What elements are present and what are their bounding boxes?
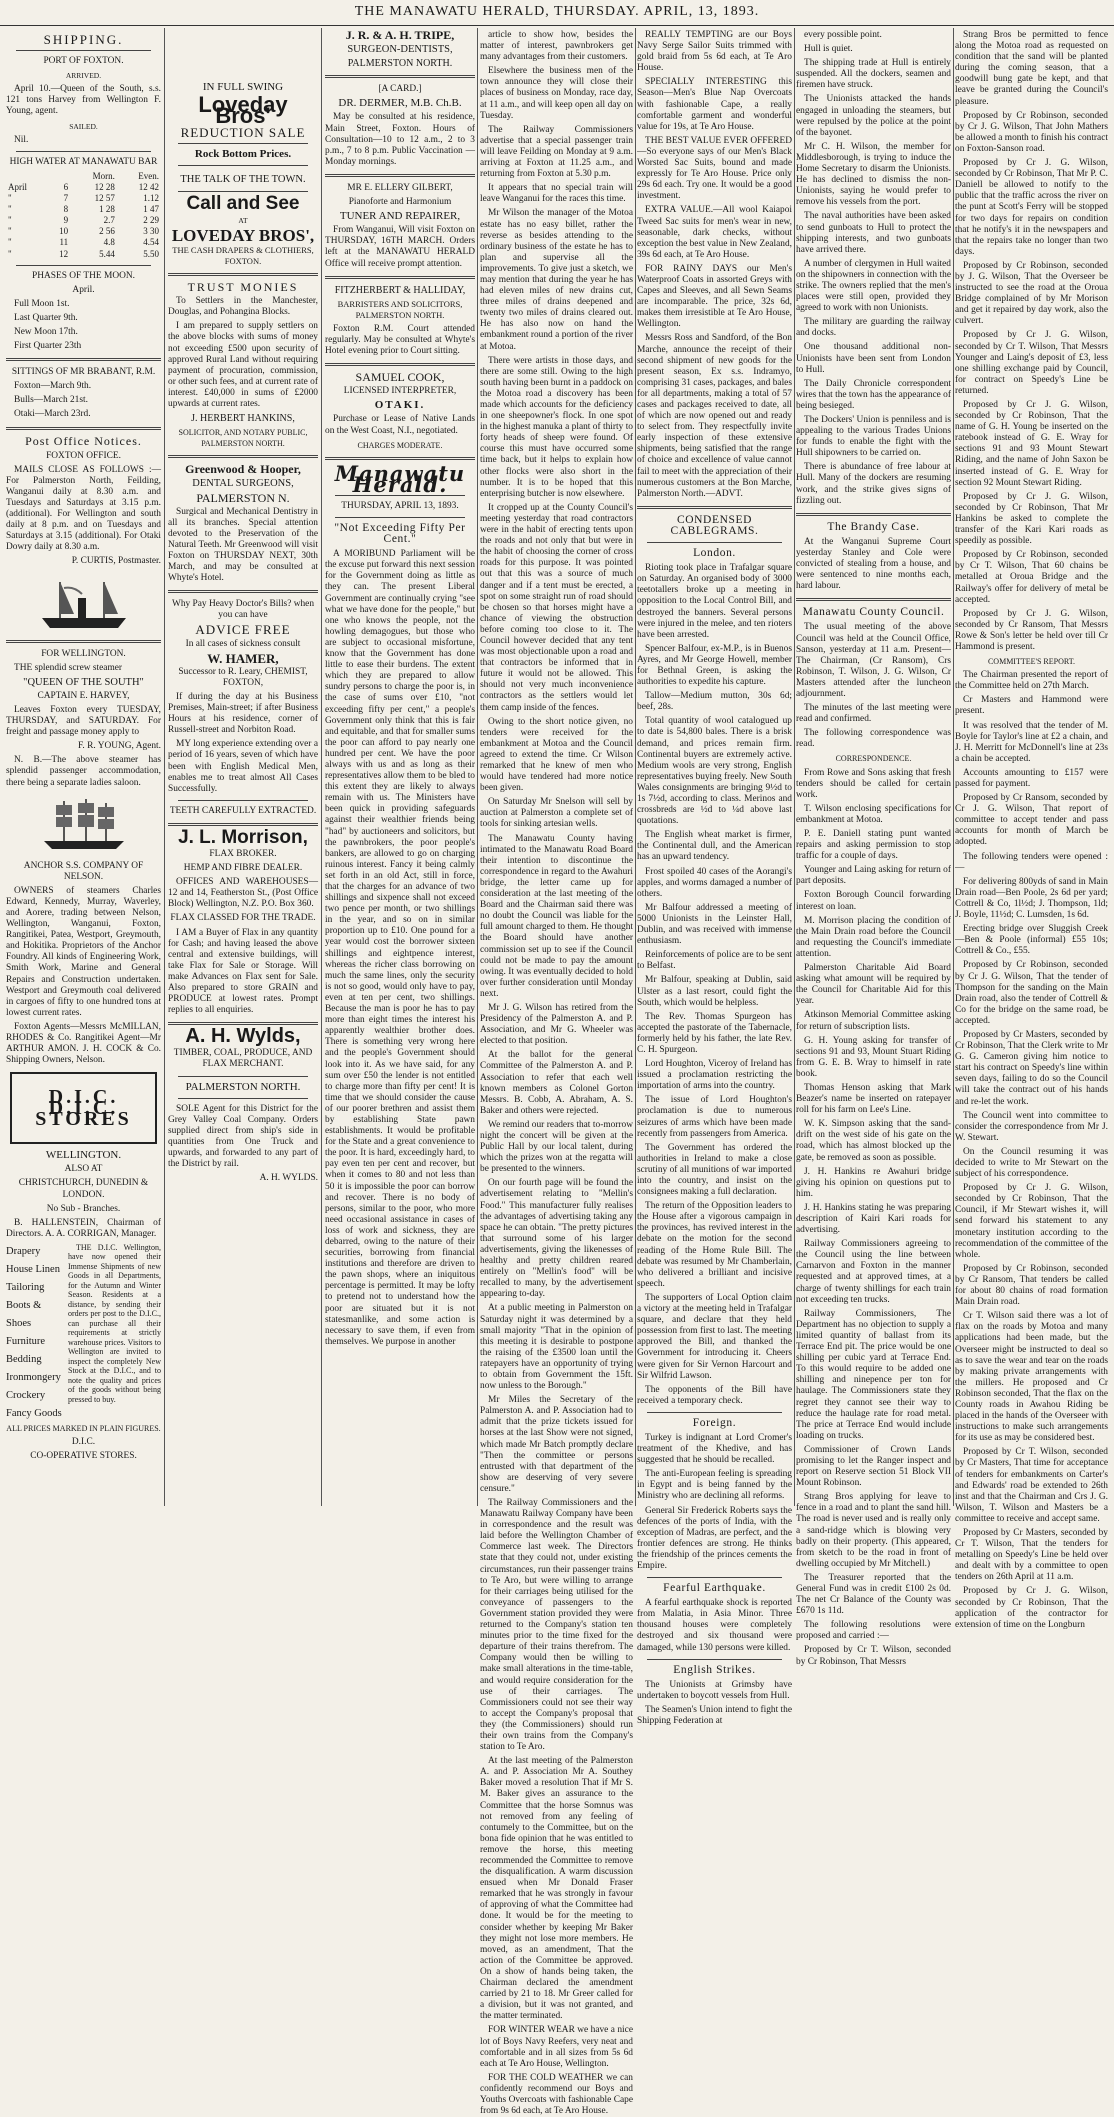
sittings-title: SITTINGS OF MR BRABANT, R.M. xyxy=(11,367,156,378)
resolution-paragraph: Proposed by Cr Robinson, seconded by Cr T. Wilson, That 60 chains be metalled at Oroua Bridge and the Railway's offer for delivery of metal be accepted. xyxy=(955,550,1108,605)
news-paragraph: The Manawatu County having intimated to the Manawatu Road Board their intention to discontinue the correspondence in regard to the Awahuri bridge, the letter came up for consideration at the last meeting of the Board and the Chairman said there was no doubt the Council was liable for the full amount charged to them. He thought the Board should have another commission set up to see if the Council could not be made to pay the amount owing. It was eventually decided to hold over further consideration until Monday next. xyxy=(480,833,633,999)
strikes-heading: English Strikes. xyxy=(673,1663,756,1676)
wylds-sign: A. H. WYLDS. xyxy=(259,1173,318,1184)
column-advertisements xyxy=(168,30,318,1506)
wylds: A. H. Wylds, xyxy=(185,1025,301,1048)
column-county-council xyxy=(796,30,951,1667)
column-rule xyxy=(953,28,954,1506)
dermer: DR. DERMER, M.B. Ch.B. xyxy=(338,97,462,110)
hankins-sub: SOLICITOR, AND NOTARY PUBLIC, PALMERSTON NORTH. xyxy=(178,428,308,449)
tide-row: " 12 5.44 5.50 xyxy=(8,248,159,259)
strike-paragraph: A number of clergymen in Hull waited on the shipowners in connection with the strike. The owners replied that the men's places were still open, provided they agreed to work with non Unionists. xyxy=(796,258,951,314)
dic-dept: Fancy Goods xyxy=(6,1407,62,1419)
dic-departments xyxy=(6,1243,64,1423)
ad-paragraph: SPECIALLY INTERESTING this Season—Men's Blue Nap Overcoats with fashionable Cape, a really comfortable garment and wonderful value for 19s, at Te Aro House. xyxy=(637,77,792,132)
dic-footer2: D.I.C. xyxy=(71,1437,96,1448)
dic-dept: Tailoring xyxy=(6,1281,45,1293)
column-rule xyxy=(635,28,636,1506)
dic-footer: ALL PRICES MARKED IN PLAIN FIGURES. xyxy=(6,1423,161,1433)
news-paragraph: It cropped up at the County Council's meeting yesterday that road contractors were in the habit of erecting tents upon the roads and not only that but were in the habit of choosing the corner of cross roads for this purpose. It was pointed out that this was a source of much danger and if a tent must be erected, a spot on some straight run of road should be chosen so that horses might have a chance of viewing the obstruction before coming too close to it. The Council however decided that any tent was most objectionable upon a road and that contractors be informed that in future it would not be allowed. This should not very much inconvenience contractors as the settlers would let them camp inside of the fences. xyxy=(480,502,633,713)
advice-text: In all cases of sickness consult xyxy=(185,638,301,649)
council-paragraph: G. H. Young asking for transfer of sections 91 and 93, Mount Stuart Riding from G. E. B. Wray to himself in rate book. xyxy=(796,1035,951,1079)
dic-stores-logo xyxy=(10,1072,157,1144)
council-paragraph: W. K. Simpson asking that the sand-drift on the west side of his gate on the road, which has almost blocked up the gate, be removed as soon as possible. xyxy=(796,1119,951,1163)
resolution-paragraph: Proposed by Cr J. G. Wilson, seconded by Cr Robinson, That the name of G. H. Young be inserted on the ratebook instead of G. E. Wray for sections 91 and 93 Mount Stewart Riding, and the name of John Saxon be inserted instead of G. E. Wray for section 92 Mount Stewart Riding. xyxy=(955,400,1108,488)
council-paragraph: The following resolutions were proposed and carried :— xyxy=(796,1620,951,1642)
news-paragraph: Mr J. G. Wilson has retired from the Presidency of the Palmerston A. and P. Association, and Mr G. Wheeler was elected to that position. xyxy=(480,1002,633,1047)
rock: Rock Bottom Prices. xyxy=(194,148,292,161)
column-resolutions xyxy=(955,30,1108,1630)
column-rule xyxy=(477,28,478,1506)
fitz: FITZHERBERT & HALLIDAY, xyxy=(334,284,466,296)
tuner: TUNER AND REPAIRER, xyxy=(339,210,461,223)
resolution-paragraph: Proposed by Cr Ransom, seconded by Cr J. G. Wilson, That report of committee to accept tender and pass accounts for month of March be adopted. xyxy=(955,793,1108,848)
cable-paragraph: The opponents of the Bill have received a temporary check. xyxy=(637,1384,792,1406)
dic-dept: Ironmongery xyxy=(6,1371,61,1383)
resolution-paragraph: Proposed by Cr Robinson, seconded by J. G. Wilson, That the Overseer be instructed to see the road at the Oroua Bridge complained of by Mr Morison and get it repaired by day work, also the culvert. xyxy=(955,260,1108,327)
council-paragraph: J. H. Hankins stating he was preparing description of Kairi Kari roads for advertising. xyxy=(796,1202,951,1236)
council-paragraph: Foxton Borough Council forwarding interest on loan. xyxy=(796,890,951,912)
moon-line: New Moon 17th. xyxy=(14,326,78,337)
cable-paragraph: Turkey is indignant at Lord Cromer's treatment of the Khedive, and has suggested that he should be recalled. xyxy=(637,1432,792,1466)
moon-line: Last Quarter 9th. xyxy=(14,312,78,323)
news-paragraph: At a public meeting in Palmerston on Saturday night it was determined by a small majority "That in the opinion of this meeting it is desirable to postpone the raising of the £3500 loan until the ratepayers have an opportunity of trying to obtain from Government the 15ft. now unless to the Borough." xyxy=(480,1303,633,1392)
dic-also: ALSO AT xyxy=(64,1164,103,1175)
council-paragraph: Atkinson Memorial Committee asking for return of subscription lists. xyxy=(796,1010,951,1032)
talk: THE TALK OF THE TOWN. xyxy=(180,174,306,186)
strike-paragraph: The Unionists attacked the hands engaged in unloading the steamers, but were repulsed by the police at the point of the bayonet. xyxy=(796,94,951,138)
sailed-label: SAILED. xyxy=(69,121,98,131)
resolution-paragraph: Proposed by Cr Robinson, seconded by Cr J. G. Wilson, That the tender of Thompson for the sanding on the Main Drain road, also the tender of Cottrell & Co for the bridge on the same road, be accepted. xyxy=(955,960,1108,1026)
cable-paragraph: The Seamen's Union intend to fight the Shipping Federation at xyxy=(637,1704,792,1727)
dic-city: WELLINGTON. xyxy=(45,1149,122,1162)
resolution-paragraph: Proposed by Cr Masters, seconded by Cr T. Wilson, That the tenders for metalling on Speedy's Line be held over and dealt with by a committee to open tenders on 26th April at 11 a.m. xyxy=(955,1528,1108,1583)
strike-paragraph: The shipping trade at Hull is entirely suspended. All the dockers, seamen and firemen have struck. xyxy=(796,58,951,91)
dic-nosub: No Sub - Branches. xyxy=(46,1203,121,1214)
resolution-paragraph: Proposed by Cr Robinson, seconded by Cr J. G. Wilson, That John Mathers be allowed a month to finish his contract on Foxton-Sanson road. xyxy=(955,110,1108,154)
news-paragraph: FOR THE COLD WEATHER we can confidently recommend our Boys and Youths Overcoats with fashionable Cape from 9s 6d each, at Te Aro House. xyxy=(480,2072,633,2117)
card: [A CARD.] xyxy=(378,84,422,95)
brandy-heading: The Brandy Case. xyxy=(827,520,920,533)
wellington-text: THE splendid screw steamer xyxy=(14,662,123,673)
hamer-sub: Successor to R. Leary, CHEMIST, FOXTON, xyxy=(178,666,308,688)
council-paragraph: P. E. Daniell stating punt wanted repairs and asking permission to stop traffic for a couple of days. xyxy=(796,829,951,862)
resolution-paragraph: Erecting bridge over Sluggish Creek—Ben & Poole (informal) £55 10s; Cottrell & Co., £55. xyxy=(955,924,1108,957)
cable-paragraph: The Rev. Thomas Spurgeon has accepted the pastorate of the Tabernacle, formerly held by his father, the late Rev. C. H. Spurgeon. xyxy=(637,1011,792,1055)
sittings-line: Bulls—March 21st. xyxy=(14,395,88,406)
wellington-captain: CAPTAIN E. HARVEY, xyxy=(37,690,130,701)
hankins: J. HERBERT HANKINS, xyxy=(191,413,295,425)
flax-classed: FLAX CLASSED FOR THE TRADE. xyxy=(170,913,316,924)
news-paragraph: There were artists in those days, and there are some still. Owing to the high south having been burnt in a paddock on the Motoa road a discovery has been made which accounts for the deficiency in one sheepowner's flock. In one spot in the highest manuka a plant of thirty to forty heads of sheep were found. Of course this must have occurred some time back, but it helps to explain how other flocks were also short in the number. It is to be hoped that this enterprising butcher is now elsewhere. xyxy=(480,355,633,499)
council-paragraph: Palmerston Charitable Aid Board asking what amount will be required by the Council for Charitable Aid for this year. xyxy=(796,963,951,1007)
news-paragraph: Mr Wilson the manager of the Motoa estate has no easy billet, rather the reverse as besides attending to the ordinary business of the estate he has to plan and supervise all the improvements. To give just a sketch, we may mention that during the year he has had eleven miles of new drains cut, three miles of drains deepened and twenty two miles of drains cleared out. He has also now on hand the embankment round a portion of the river at Motoa. xyxy=(480,208,633,352)
resolution-paragraph: Proposed by Cr T. Wilson, seconded by Cr Masters, That time for acceptance of tenders for embankments on Carter's and Edwards' road be extended to 26th inst and that the Chairman and Crs J. G. Wilson, T. Wilson and Masters be a committee to receive and accept same. xyxy=(955,1447,1108,1524)
brandy-paragraph: At the Wanganui Supreme Court yesterday Stanley and Cole were convicted of stealing from a house, and were sentenced to nine months each, hard labour. xyxy=(796,536,951,592)
post-sign: P. CURTIS, Postmaster. xyxy=(71,556,161,567)
newspaper-nameplate: Manawatu Herald. xyxy=(334,460,466,497)
drapers: THE CASH DRAPERS & CLOTHIERS, FOXTON. xyxy=(172,244,314,266)
london-heading: London. xyxy=(693,547,736,560)
morrison-sub2: HEMP AND FIBRE DEALER. xyxy=(183,863,303,874)
cable-paragraph: Tallow—Medium mutton, 30s 6d; beef, 28s. xyxy=(637,691,792,713)
cable-paragraph: Mr Balfour, speaking at Dublin, said Ulster as a last resort, could fight the South, which would be helpless. xyxy=(637,975,792,1008)
cable-paragraph: A fearful earthquake shock is reported from Malatia, in Asia Minor. Three thousand houses were completely destroyed and six thousand were damaged, while 130 persons were killed. xyxy=(637,1598,792,1653)
cable-paragraph: Spencer Balfour, ex-M.P., is in Buenos Ayres, and Mr George Howell, member for Bethnal Green, is asking the authorities to expedite his capture. xyxy=(637,643,792,688)
council-paragraph: Strang Bros applying for leave to fence in a road and to plant the sand hill. The road is never used and is really only a sand-ridge which is blowing very badly on their property. (This appeared, from sketch to be the road in front of dwelling occupied by Mr Mitchell.) xyxy=(796,1492,951,1569)
cable-paragraph: The issue of Lord Houghton's proclamation is due to numerous seizures of arms which have been made recently from passengers from America. xyxy=(637,1095,792,1139)
resolution-paragraph: Cr Masters and Hammond were present. xyxy=(955,695,1108,717)
news-paragraph: On Saturday Mr Snelson will sell by auction at Palmerston a complete set of tools for sinking artesian wells. xyxy=(480,797,633,830)
news-paragraph: Mr Miles the Secretary of the Palmerston A. and P. Association had to admit that the prize tickets issued for horses at the last Show were not signed, which made Mr Batch promptly declare "Then the committee or persons entrusted with that department of the show are deserving of very severe censure." xyxy=(480,1395,633,1494)
editorial-title: "Not Exceeding Fifty Per Cent." xyxy=(334,522,466,546)
call-and-see: Call and See xyxy=(186,192,300,214)
tripe-sub: SURGEON-DENTISTS, xyxy=(347,44,453,56)
strike-paragraph: every possible point. xyxy=(804,30,882,40)
committee-report-heading: COMMITTEE'S REPORT. xyxy=(987,657,1076,667)
council-paragraph: The Treasurer reported that the General Fund was in credit £100 2s 0d. The net Cr Balance of the County was £670 1s 11d. xyxy=(796,1572,951,1617)
resolution-paragraph: Proposed by Cr J. G. Wilson, seconded by Cr Robinson, That Mr Hankins be asked to complete the transfer of the Kari Kari roads as speedily as possible. xyxy=(955,491,1108,547)
masthead-rule xyxy=(0,25,1114,26)
post-sub: FOXTON OFFICE. xyxy=(46,450,121,461)
shipping-title: SHIPPING. xyxy=(43,32,124,47)
editorial-body: A MORIBUND Parliament will be the excuse put forward this next session for the Government doing as little as they can. The present Liberal Government are continually crying "see what we have done for the people," but one who knows the people, not the howling demagogues, but those who are subject to occasional misfortune, know that the Government has done little to ease their burdens. The extent which they are prepared to allow sundry persons to charge the poor is, in the case of sums over £10, "not exceeding fifty per cent," a people's Government only think that this is fair and equitable, and that for smaller sums the poor can afford to pay nearly one hundred per cent. We have the poor always with us and as long as their representatives allow them to be bled to this extent they are likely to always remain with us. The Ministers have been quick in providing safeguards against their wealthier friends being "had" by auctioneers and solicitors, but the pawnbrokers, the poor people's bankers, are allowed to go on charging ruinous interest. Fancy it being calmly set forth in an old Act, still in force, that the charges for an advance of two shillings and sixpence shall not exceed two pence per month, or two shillings in the year, and so on in similar proportion up to £10. One pound for a year would cost the borrower sixteen shillings and eightpence interest, whereas the richer class borrowing on much the same lines, only the security is not so good, would only have to pay, even at ten per cent, two shillings. Because the man is poor he has to pay more than eight times the interest his apparently wealthier brother does. There is something very wrong here and the people's Government should look into it. As we have said, for any sum over £50 the lender is not entitled to charge more than fifty per cent! It is time that we should consider the cause of our poorer brethren and assist them by establishing State pawn establishments. It would be profitable for the State and a great convenience to the poor. It is hard, exceedingly hard, to pay even ten per cent and recover, but when it comes to 80 and not less than 50 it is impossible the poor can borrow and recover. There is no body of persons, similar to the poor, who more need occasional assistance in cases of loss of work and sickness, they are debarred, owing to the nature of their securities, borrowing from financial institutions and therefore are driven to the pawn shops, where an iniquitous percentage is permitted. It may be lofty to pretend not to understand how the poor are situated but it is not statesmanlike, and some action is necessary to save them, if even from themselves. We purpose in another xyxy=(325,549,475,1347)
dermer-text: May be consulted at his residence, Main Street, Foxton. Hours of Consultation—10 to 12 a.m., 2 to 3 p.m., 7 to 8 p.m. Public Vaccination — Monday mornings. xyxy=(325,112,475,167)
tide-title: HIGH WATER AT MANAWATU BAR xyxy=(9,156,158,167)
dic-logo-text: D.I.C. D.I.C. STORES xyxy=(35,1086,132,1131)
dic-dept: Drapery xyxy=(6,1245,41,1257)
council-paragraph: From Rowe and Sons asking that fresh tenders should be called for certain work. xyxy=(796,767,951,800)
cable-paragraph: Rioting took place in Trafalgar square on Saturday. An organised body of 3000 teetotallers broke up a meeting in opposition to the Local Control Bill, and destroyed the banners. Several persons were injured in the melee, and ten rioters have been arrested. xyxy=(637,563,792,640)
council-paragraph: Railway Commissioners, The Department has no objection to supply a limited quantity of ballast from its Terrace End pit. The price would be one shilling per cubic yard at Terrace End. To this would require to be added one shilling and ninepence per ton for haulage. The Commissioners state they regret they cannot see their way to reduce the haulage rate for road metal. The price at Terrace End would include loading on trucks. xyxy=(796,1308,951,1441)
dic-dept: Bedding xyxy=(6,1353,42,1365)
flax-text: I AM a Buyer of Flax in any quantity for Cash; and having leased the above central and extensive buildings, will take Flax for Sale or Storage. Will make Advances on Flax sent for Sale. Also prepared to store GRAIN and PRODUCE at lowest rates. Prompt replies to all enquiries. xyxy=(168,927,318,1016)
cable-paragraph: The return of the Opposition leaders to the House after a vigorous campaign in the provinces, has revived interest in the debate on the motion for the second reading of the Home Rule Bill. The debate was resumed by Mr Chamberlain, who delivered a brilliant and incisive speech. xyxy=(637,1201,792,1289)
cable-paragraph: Total quantity of wool catalogued up to date is 54,800 bales. There is a brisk demand, and prices remain firm. Continental buyers are extremely active. Medium wools are very strong, English representatives buying freely. New South Wales consignments are bringing 9½d to 1s 7½d, according to class. Merinos and crossbreds are ½d to ¼d above last quotations. xyxy=(637,716,792,827)
news-paragraph: Owing to the short notice given, no tenders were received for the embankment at Motoa and the Council agreed to extend the time. Cr Wilson remarked that he knew of men who would have tendered had more notice been given. xyxy=(480,716,633,794)
dic-text: THE D.I.C. Wellington, have now opened their Immense Shipments of new Goods in all Departments, for the Autumn and Winter Season. Residents at a distance, by sending their orders per post to the D.I.C., can purchase all their requirements at strictly warehouse prices. Visitors to Wellington are invited to inspect the completely New Stock at the D.I.C., and to note the quality and prices of the goods without being pressed to buy. xyxy=(68,1242,161,1404)
loveday2: LOVEDAY BROS', xyxy=(171,225,315,245)
resolution-paragraph: Accounts amounting to £157 were passed for payment. xyxy=(955,767,1108,789)
resolution-paragraph: For delivering 800yds of sand in Main Drain road—Ben Poole, 2s 6d per yard; Cottrell & Co, 1l½d; J. Thompson, 1ld; J. Boyle, 11½d; C. Lumsden, 1s 6d. xyxy=(955,876,1108,921)
council-paragraph: The following correspondence was read. xyxy=(796,728,951,750)
at: AT xyxy=(238,215,248,225)
column-cablegrams xyxy=(637,30,792,1727)
resolution-paragraph: It was resolved that the tender of M. Boyle for Taylor's line at £2 a chain, and J. H. Merritt for McDonnell's line at 23s a chain be accepted. xyxy=(955,720,1108,764)
post-title: Post Office Notices. xyxy=(25,433,142,448)
council-paragraph: Thomas Henson asking that Mark Beazer's name be inserted on ratepayer roll for his farm on Lee's Line. xyxy=(796,1082,951,1116)
resolution-paragraph: Proposed by Cr Robinson, seconded by Cr Ransom, That tenders be called for about 80 chains of road formation Main Drain road. xyxy=(955,1263,1108,1308)
cook: SAMUEL COOK, xyxy=(355,370,445,385)
ad-paragraph: Messrs Ross and Sandford, of the Bon Marche, announce the receipt of their second shipment of new goods for the present season, Ex s.s. Indramyo, comprising 31 cases, packages, and bales for all departments, making a total of 57 cases and packages received to date, all of which are now opened out and ready to select from. They respectfully invite early inspection of these extensive shipments, being satisfied that the range of choice and excellence of value cannot fail to meet with the appreciation of their numerous customers at the Bon Marche, Palmerston North.—ADVT. xyxy=(637,333,792,499)
column-rule xyxy=(164,28,165,1506)
wellington-sail: Leaves Foxton every TUESDAY, THURSDAY, and SATURDAY. For freight and passage money apply to xyxy=(6,704,161,738)
wylds-sub: TIMBER, COAL, PRODUCE, AND FLAX MERCHANT. xyxy=(173,1048,313,1070)
news-paragraph: We remind our readers that to-morrow night the concert will be given at the Public Hall by our local talent, during which the prizes won at the regatta will be presented to the winners. xyxy=(480,1119,633,1175)
news-paragraph: At the ballot for the general Committee of the Palmerston A. and P. Association to refer that each well known members as Colonel Gorton Messrs. B. Cobb, A. Abraham, A. S. Baker and others were rejected. xyxy=(480,1050,633,1116)
swing: IN FULL SWING xyxy=(202,81,284,93)
why-pay: Why Pay Heavy Doctor's Bills? when you can have xyxy=(171,599,315,621)
column-shipping xyxy=(6,30,161,1506)
resolution-paragraph: Proposed by Cr J. G. Wilson, seconded by Cr T. Wilson, That Messrs Younger and Laing's deposit of £3, less one shilling exchange paid by Council, for contract on Speedy's Line be returned. xyxy=(955,330,1108,396)
sittings-line: Foxton—March 9th. xyxy=(14,381,92,392)
trust-title: TRUST MONIES xyxy=(187,280,299,295)
dic-branches: CHRISTCHURCH, DUNEDIN & LONDON. xyxy=(18,1178,149,1200)
wylds-text: SOLE Agent for this District for the Grey Valley Coal Company. Orders supplied direct from ship's side in quantities from One Truck and upwards, and forwarded to any part of the District by rail. xyxy=(168,1103,318,1170)
cable-paragraph: Reinforcements of police are to be sent to Belfast. xyxy=(637,950,792,972)
masthead: THE MANAWATU HERALD, THURSDAY. APRIL, 13, 1893. xyxy=(354,4,760,19)
cablegrams-title: CONDENSED CABLEGRAMS. xyxy=(670,513,759,537)
strike-paragraph: The naval authorities have been asked to send gunboats to Hull to protect the shipping interests, and two gunboats have arrived there. xyxy=(796,211,951,255)
tide-row: " 10 2 56 3 30 xyxy=(8,226,159,237)
ad-paragraph: THE BEST VALUE EVER OFFERED—So everyone says of our Men's Black Worsted Sac Suits, bound and made expressly for Te Aro House. Price only 29s 6d each. Try one. It would be a good investment. xyxy=(637,135,792,202)
anchor-title: ANCHOR S.S. COMPANY OF NELSON. xyxy=(23,860,144,882)
steamer-illustration xyxy=(34,574,134,634)
issue-date: THURSDAY, APRIL 13, 1893. xyxy=(341,500,459,511)
morrison-sub: FLAX BROKER. xyxy=(209,848,277,859)
resolution-paragraph: Strang Bros be permitted to fence along the Motoa road as requested on condition that the sand will be planted during the coming season, that a goodwill bung gate be kept, and that leave be granted during the Council's pleasure. xyxy=(955,30,1108,107)
ad-paragraph: FOR RAINY DAYS our Men's Waterproof Coats in assorted Greys with Capes and Sleeves, and all Sewn Seams are incomparable. The price, 32s 6d, makes them irresistible at Te Aro House, Wellington. xyxy=(637,263,792,330)
ad-paragraph: REALLY TEMPTING are our Boys Navy Serge Sailor Suits trimmed with gold braid from 5s 6d each, at Te Aro House. xyxy=(637,30,792,74)
trust-text: To Settlers in the Manchester, Douglas, and Pohangina Blocks. xyxy=(168,296,318,318)
sailing-ship-illustration xyxy=(34,795,134,855)
wellington-note: N. B.—The above steamer has splendid passenger accommodation, there being a separate ladies saloon. xyxy=(6,755,161,788)
hamer-text: If during the day at his Business Premises, Main-street; if after Business Hours at his residence, corner of Russell-street and Norbiton Road. xyxy=(168,691,318,736)
tide-row: " 8 1 28 1 47 xyxy=(8,204,159,215)
greenwood: Greenwood & Hooper, xyxy=(185,462,301,477)
strike-paragraph: There is abundance of free labour at Hull. Many of the dockers are resuming work, and the strike gives signs of fizzling out. xyxy=(796,462,951,506)
teeth: TEETH CAREFULLY EXTRACTED. xyxy=(169,805,317,816)
news-paragraph: At the last meeting of the Palmerston A. and P. Association Mr A. Southey Baker moved a resolution That if Mr S. M. Baker gives an assurance to the Committee that the horse Somnus was not removed from any feeling of contumely to the Committee, but on the bona fide opinion that he was entitled to remove the horse, this meeting recommended the Committee to remove the disqualification. A warm discussion ensued when Mr Donald Fraser remarked that he was strongly in favour of approving of what the Committee had done. It would be for the meeting to consider whether by keeping Mr Baker they might not lose more members. He moved, as an amendment, That the action of the Committee be approved. On a show of hands being taken, the Chairman declared the amendment carried by 21 to 18. Mr Greer called for a division, but it was not granted, and the matter terminated. xyxy=(480,1756,633,2022)
greenwood-sub: DENTAL SURGEONS, xyxy=(192,478,294,490)
cable-paragraph: General Sir Frederick Roberts says the defences of the ports of India, with the exception of Madras, are perfect, and the frontier defences are strong. He thinks the friendship of the princes cements the Empire. xyxy=(637,1505,792,1571)
resolution-paragraph: Proposed by Cr J. G. Wilson, seconded by Cr Robinson, That Mr P. C. Daniell be allowed to notify to the public that the traffic across the river on the punt at Scott's Ferry will be stopped for two days for repairs on condition that he notify's it in the newspapers and that the repairs take no longer than two days. xyxy=(955,158,1108,257)
dic-dept: Boots & Shoes xyxy=(6,1299,42,1329)
tide-row: April 6 12 28 12 42 xyxy=(8,181,159,192)
column-local-news xyxy=(480,30,633,2117)
hamer: W. HAMER, xyxy=(207,650,279,666)
cook-text: Purchase or Lease of Native Lands on the West Coast, N.I., negotiated. xyxy=(325,414,475,436)
tripe: J. R. & A. H. TRIPE, xyxy=(345,28,455,42)
moon-month: April. xyxy=(72,284,95,295)
cable-paragraph: The Government has ordered the authorities in Ireland to make a close scrutiny of all munitions of war imported into the country, and insist on the consignees making a full declaration. xyxy=(637,1142,792,1198)
gilbert-sub: Pianoforte and Harmonium xyxy=(348,197,452,208)
wellington-ship: "QUEEN OF THE SOUTH" xyxy=(23,676,144,688)
news-paragraph: On our fourth page will be found the advertisement relating to "Mellin's Food." This manufacturer fully realises the advantages of advertising taking any space he can obtain. "The pretty pictures that surround some of his larger advertisements, giving the likenesses of healthy and pretty children reared entirely on "Mellin's food" will be recalled to many, by the advertisement appearing to-day. xyxy=(480,1178,633,1300)
tide-row: " 9 2.7 2 29 xyxy=(8,215,159,226)
arrived-text: April 10.—Queen of the South, s.s. 121 tons Harvey from Wellington F. Young, agent. xyxy=(6,84,161,117)
strike-paragraph: Mr C. H. Wilson, the member for Middlesborough, is trying to induce the Home Secretary to disarm the Unionists. He has declined to dismiss the non-Unionists, saying he would prefer to remove his vessels from the port. xyxy=(796,141,951,208)
council-paragraph: The usual meeting of the above Council was held at the Council Office, Sanson, yesterday at 11 a.m. Present—The Chairman, (Cr Ransom), Crs Robinson, T. Wilson, J. G. Wilson, Cr Masters attended after the luncheon adjournment. xyxy=(796,622,951,699)
anchor-text: OWNERS of steamers Charles Edward, Kennedy, Murray, Waverley, and Aorere, trading between Nelson, Wellington, Wanganui, Foxton, Rangitikei, Patea, Westport, Greymouth, and Hokitika. Proprietors of the Anchor Foundry. All kinds of Engineering Work, Smith Work, Marine and General Repairs and Construction undertaken. Westport and Greymouth coal delivered in cargoes of fifty to one hundred tons at lowest current rates. xyxy=(6,885,161,1018)
resolution-paragraph: Proposed by Cr J. G. Wilson, seconded by Cr Ransom, That Messrs Rowe & Son's letter be held over till Cr Hammond is present. xyxy=(955,608,1108,652)
anchor-agents: Foxton Agents—Messrs McMILLAN, RHODES & Co. Rangitikei Agent—Mr ARTHUR AMON. J. H. COCK & Co. Shipping Owners, Nelson. xyxy=(6,1021,161,1066)
cable-paragraph: Lord Houghton, Viceroy of Ireland has issued a proclamation restricting the importation of arms into the country. xyxy=(637,1059,792,1092)
trust-body: I am prepared to supply settlers on the above blocks with sums of money not exceeding £500 upon security of approved Rural Land without requiring payment of procuration, commission, or other such fees, and at current rate of interest. £40,000 in sums of £2000 upwards at current rates. xyxy=(168,321,318,409)
gilbert-text: From Wanganui, Will visit Foxton on THURSDAY, 16TH MARCH. Orders left at the MANAWATU HERALD Office will receive prompt attention. xyxy=(325,225,475,269)
dic-names: B. HALLENSTEIN, Chairman of Directors. A. A. CORRIGAN, Manager. xyxy=(6,1217,161,1239)
news-paragraph: article to show how, besides the matter of interest, pawnbrokers get many advantages from their customers. xyxy=(480,30,633,63)
resolution-paragraph: The following tenders were opened :— xyxy=(955,851,1108,873)
resolution-paragraph: Proposed by Cr Masters, seconded by Cr Robinson, That the Clerk write to Mr G. G. Cameron giving him notice to start his contract on Speedy's line within seven days, failing to do so the Council will take the contract out of his hands and re-let the work. xyxy=(955,1029,1108,1107)
council-paragraph: Commissioner of Crown Lands promising to let the Ranger inspect and report on Reserve section 51 Block VII Mount Robinson. xyxy=(796,1444,951,1489)
advice-free: ADVICE FREE xyxy=(195,622,291,638)
charges: CHARGES MODERATE. xyxy=(357,440,443,450)
council-paragraph: Proposed by Cr T. Wilson, seconded by Cr Robinson, That Messrs xyxy=(796,1645,951,1667)
cable-paragraph: The anti-European feeling is spreading in Egypt and is being fanned by the Ministry who are declining all reforms. xyxy=(637,1469,792,1502)
tripe-city: PALMERSTON NORTH. xyxy=(347,58,453,70)
strike-paragraph: The Dockers' Union is penniless and is appealing to the various Trades Unions for funds to enable the fight with the Hull shipowners to be carried on. xyxy=(796,415,951,459)
cable-paragraph: Frost spoiled 40 cases of the Aorangi's apples, and worms damaged a number of others. xyxy=(637,866,792,899)
cable-paragraph: The Unionists at Grimsby have undertaken to boycott vessels from Hull. xyxy=(637,1679,792,1701)
fitz-text: Foxton R.M. Court attended regularly. May be consulted at Whyte's Hotel evening prior to Court sitting. xyxy=(325,323,475,357)
port-heading: PORT OF FOXTON. xyxy=(43,56,124,67)
tide-row: " 7 12 57 1.12 xyxy=(8,193,159,204)
cook-city: OTAKI. xyxy=(374,399,426,412)
news-paragraph: FOR WINTER WEAR we have a nice lot of Boys Navy Reefers, very neat and comfortable and in all sizes from 5s 6d each at Te Aro House, Wellington. xyxy=(480,2025,633,2069)
strike-paragraph: Hull is quiet. xyxy=(804,44,853,55)
loveday-title: Loveday Bros' xyxy=(198,92,288,129)
post-text: MAILS CLOSE AS FOLLOWS :—For Palmerston North, Feilding, Wanganui daily at 8.30 a.m. and Tuesdays and Saturdays at 3.15 p.m. (additional). For Wellington and south daily at 8 p.m. and on Tuesdays and Saturdays at 3.15 (additional). For Otaki Dowry daily at 8.30 a.m. xyxy=(6,464,161,553)
dic-dept: House Linen xyxy=(6,1263,60,1275)
strike-paragraph: The Daily Chronicle correspondent wires that the town has the appearance of being besieged. xyxy=(796,378,951,411)
news-paragraph: The Railway Commissioners advertise that a special passenger train will leave Feilding on Monday at 9 a.m. arriving at Foxton at 11.25 a.m., and returning from Foxton at 5.30 p.m. xyxy=(480,124,633,180)
earthquake-heading: Fearful Earthquake. xyxy=(663,1582,766,1595)
wylds-city: PALMERSTON NORTH. xyxy=(185,1080,301,1093)
council-paragraph: T. Wilson enclosing specifications for embankment at Motoa. xyxy=(796,803,951,825)
gilbert: MR E. ELLERY GILBERT, xyxy=(347,182,453,193)
fitz-sub: BARRISTERS AND SOLICITORS, PALMERSTON NORTH. xyxy=(337,298,463,320)
foreign-heading: Foreign. xyxy=(692,1416,737,1429)
resolution-paragraph: On the Council resuming it was decided to write to Mr Stewart on the subject of his correspondence. xyxy=(955,1146,1108,1180)
wellington-agent: F. R. YOUNG, Agent. xyxy=(77,741,161,752)
moon-line: First Quarter 23th xyxy=(14,341,82,352)
moon-line: Full Moon 1st. xyxy=(14,298,70,309)
sittings-line: Otaki—March 23rd. xyxy=(14,409,91,420)
cable-paragraph: Mr Balfour addressed a meeting of 5000 Unionists in the Leinster Hall, Dublin, and was received with immense enthusiasm. xyxy=(637,902,792,947)
council-paragraph: The minutes of the last meeting were read and confirmed. xyxy=(796,703,951,725)
cook-sub: LICENSED INTERPRETER, xyxy=(343,386,457,397)
column-rule xyxy=(321,28,322,1506)
resolution-paragraph: The Chairman presented the report of the Committee held on 27th March. xyxy=(955,670,1108,692)
council-paragraph: Younger and Laing asking for return of part deposits. xyxy=(796,865,951,887)
cable-paragraph: The English wheat market is firmer, the Continental dull, and the American has an upward tendency. xyxy=(637,830,792,863)
ad-paragraph: EXTRA VALUE.—All wool Kaiapoi Tweed Sac suits for men's wear in new, seasonable, dark checks, without exception the best value in New Zealand, 39s 6d each, at Te Aro House. xyxy=(637,205,792,260)
dic-dept: Furniture xyxy=(6,1335,46,1347)
strike-paragraph: One thousand additional non-Unionists have been sent from London to Hull. xyxy=(796,342,951,375)
column-editorial xyxy=(325,30,475,1506)
hamer-text2: MY long experience extending over a period of 16 years, seven of which have been with English Medical Men, enables me to treat almost All Cases Successfully. xyxy=(168,739,318,794)
greenwood-text: Surgical and Mechanical Dentistry in all its branches. Special attention devoted to the Preservation of the Natural Teeth. Mr Greenwood will visit Foxton on THURSDAY NEXT, 30th March, and may be consulted at Whyte's Hotel. xyxy=(168,506,318,584)
strike-paragraph: The military are guarding the railway and docks. xyxy=(796,317,951,339)
resolution-paragraph: Proposed by Cr J. G. Wilson, seconded by Cr Robinson, That the application of the contractor for extension of time on the Longburn xyxy=(955,1586,1108,1630)
news-paragraph: The Railway Commissioners and the Manawatu Railway Company have been in correspondence and the result was laid before the Wellington Chamber of Commerce last week. The Directors state that they could not, under existing circumstances, run their passenger trains to Te Aro, but were willing to arrange for their carriages being utilised for the conveyance of passengers to the Government station provided they were returned to the Company's station ten minutes prior to the time fixed for the departure of their trains therefrom. The Company would then be willing to make small alterations in the time-table, and would require consideration for the use of their carriages. The Commissioners could not see their way to accept the Company's proposal that they (the Commissioners) should run their own trains from the Company's station to Te Aro. xyxy=(480,1498,633,1753)
dic-dept: Crockery xyxy=(6,1389,46,1401)
tide-row: " 11 4.8 4.54 xyxy=(8,237,159,248)
council-paragraph: J. H. Hankins re Awahuri bridge giving his opinion on questions put to him. xyxy=(796,1166,951,1199)
county-heading: Manawatu County Council. xyxy=(802,606,945,619)
correspondence-heading: CORRESPONDENCE. xyxy=(835,754,912,764)
resolution-paragraph: The Council went into committee to consider the correspondence from Mr J. W. Stewart. xyxy=(955,1110,1108,1143)
column-rule xyxy=(794,28,795,1506)
dic-footer3: CO-OPERATIVE STORES. xyxy=(30,1451,137,1462)
sailed-text: Nil. xyxy=(14,134,29,145)
council-paragraph: Railway Commissioners agreeing to the Council using the line between Carnarvon and Foxton in the manner requested and at approved times, at a charge of twenty shillings for each train not exceeding ten trucks. xyxy=(796,1239,951,1305)
arrived-label: ARRIVED. xyxy=(65,71,102,81)
resolution-paragraph: Proposed by Cr J. G. Wilson, seconded by Cr Robinson, That the Council, if Mr Stewart wishes it, will send forward his statement to any monetary institution according to the recommendation of the committee of the whole. xyxy=(955,1183,1108,1260)
greenwood-city: PALMERSTON N. xyxy=(196,490,290,505)
cable-paragraph: The supporters of Local Option claim a victory at the meeting held in Trafalgar square, and declare that they held possession from first to last. The meeting approved the Bill, and thanked the Government for introducing it. Cheers were given for Sir Vernon Harcourt and Sir Wilfrid Lawson. xyxy=(637,1292,792,1381)
morrison: J. L. Morrison, xyxy=(178,826,308,848)
tide-header: Morn. Even. xyxy=(92,170,159,181)
tide-table xyxy=(6,171,161,260)
resolution-paragraph: Cr T. Wilson said there was a lot of flax on the roads by Motoa and many applications had been made, but the Overseer might be instructed to deal so as to save the wear and tear on the roads by making private arrangements with the millers. He proposed and Cr Robinson seconded, That the flax on the County roads in Awahou Riding be placed in the hands of the Overseer with instructions to make such arrangements for its use as may be considered best. xyxy=(955,1311,1108,1444)
reduction: REDUCTION SALE xyxy=(180,125,306,141)
council-paragraph: M. Morrison placing the condition of the Main Drain road before the Council and requesting the Council's immediate attention. xyxy=(796,915,951,959)
news-paragraph: It appears that no special train will leave Wanganui for the races this time. xyxy=(480,183,633,205)
moon-title: PHASES OF THE MOON. xyxy=(32,270,135,281)
news-paragraph: Elsewhere the business men of the town announce they will close their places of business on Monday, race day, at 11 a.m., and will keep open all day on Tuesday. xyxy=(480,66,633,121)
wellington-title: FOR WELLINGTON. xyxy=(41,648,126,659)
morrison-text: OFFICES AND WAREHOUSES— 12 and 14, Featherston St., (Post Office Block) Wellington, N.Z. P.O. Box 360. xyxy=(168,877,318,910)
